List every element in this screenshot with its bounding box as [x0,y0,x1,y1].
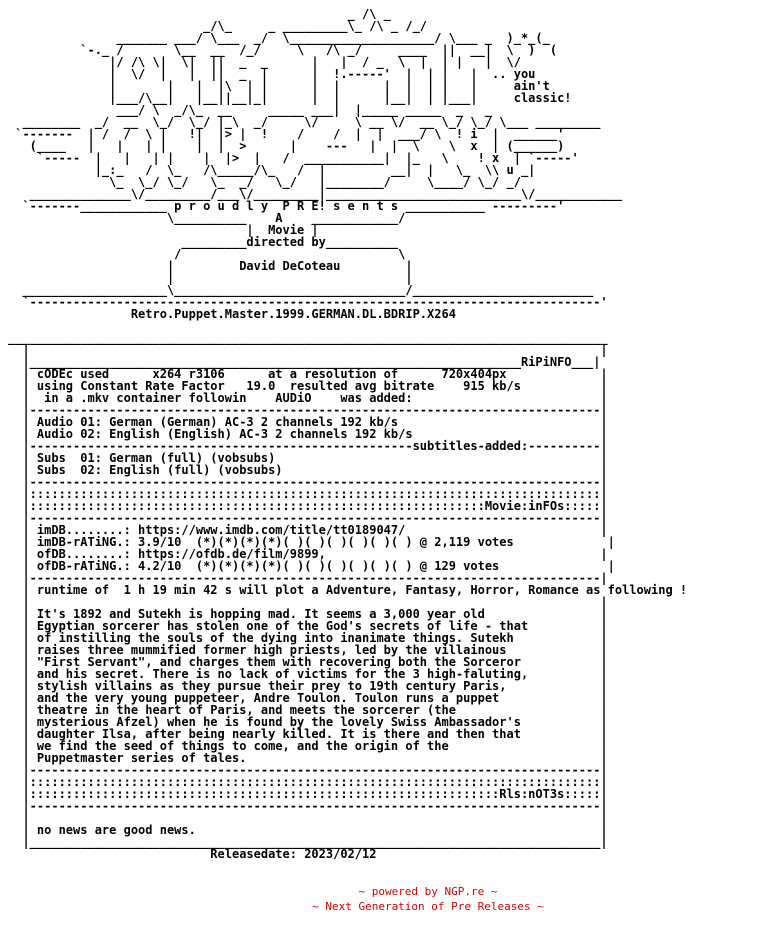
nfo-line: | Audio 01: German (German) AC-3 2 channels 192 kb/s | [8,415,608,429]
nfo-line: Retro.Puppet.Master.1999.GERMAN.DL.BDRIP.X264 [8,307,456,321]
nfo-line: |-------------------------------------------------------------------------------| [8,763,608,777]
nfo-line: \_ \_/ \_/ \_ _/ \_/ |________/ \____/ \_/ _/ [8,175,521,189]
nfo-line: | Egyptian sorcerer has stolen one of the God's secrets of life - that | [8,619,608,633]
nfo-line: | David DeCoteau | [8,259,413,273]
nfo-line: | It's 1892 and Sutekh is hopping mad. It seems a 3,000 year old | [8,607,608,621]
nfo-line: |-------------------------------------------------------------------------------| [8,475,608,489]
nfo-line: | imDB-rATiNG.: 3.9/10 (*)(*)(*)(*)( )( )( )( )( )( ) @ 2,119 votes | [8,535,615,549]
powered-by-link[interactable]: ~ powered by NGP.re ~ [358,885,498,898]
nfo-line: |-------------------------------------------------------------------------------| [8,571,608,585]
nfo-line: | in a .mkv container followin AUDiO was added: | [8,391,608,405]
nfo-line: | imDB........: https://www.imdb.com/title/tt0189047/ | [8,523,608,537]
nfo-line: | and his secret. There is no lack of victims for the 3 high-faluting, | [8,667,608,681]
nfo-line: | ofDB........: https://ofdb.de/film/9899, | [8,547,608,561]
nfo-line: `-------____________ p r o u d l y P R E! s e n t s ___________ ---------' [8,199,565,213]
nfo-line: |-------------------------------------------------------------------------------| [8,403,608,417]
nfo-line: | | [8,271,413,285]
nfo-line: ___________________________________________________________________________________ [8,331,608,345]
footer [0,884,768,914]
nfo-line: | Subs 01: German (full) (vobsubs) | [8,451,608,465]
nfo-text [8,8,687,860]
nfo-line: ____________________\________________________________/_________________________ [8,283,594,297]
nfo-line: | runtime of 1 h 19 min 42 s will plot a Adventure, Fantasy, Horror, Romance as following ! [8,583,688,597]
nfo-line: |:::::::::::::::::::::::::::::::::::::::::::::::::::::::::::::::::Rls:nOT3s:::::| [8,787,608,801]
nfo-line: | "First Servant", and charges them with recovering both the Sorceror | [8,655,608,669]
nfo-line: | using Constant Rate Factor 19.0 resulted avg bitrate 915 kb/s | [8,379,608,393]
nfo-line: `-------------------------------------------------------------------------------' [8,295,608,309]
ngp-tagline-link[interactable]: ~ Next Generation of Pre Releases ~ [312,900,544,913]
nfo-line: | stylish villains as they pursue their prey to 19th century Paris, | [8,679,608,693]
nfo-line: `-._ / \__ __ /_/ \ /\ _/ ____ || __| \ ) ( [8,43,558,57]
nfo-line: | no news are good news. | [8,823,608,837]
nfo-line: | we find the seed of things to come, and the origin of the | [8,739,608,753]
nfo-line: \__________ A ____________/ [8,211,406,225]
nfo-line: | mysterious Afzel) when he is found by the lovely Swiss Ambassador's | [8,715,608,729]
nfo-line: | Puppetmaster series of tales. | [8,751,608,765]
nfo-line: (____ | | | | | | > | --- | | \ \ x | (______) [8,139,565,153]
nfo-line: | Movie | [8,223,319,237]
nfo-line: Releasedate: 2023/02/12 [8,847,377,861]
nfo-line: | daughter Ilsa, after being nearly killed. It is there and then that | [8,727,608,741]
nfo-line: `----- | | | | | |> | / ___________| |_ \ ! x | `-----' [8,151,579,165]
nfo-line: | ofDB-rATiNG.: 4.2/10 (*)(*)(*)(*)( )( )( )( )( )( ) @ 129 votes | [8,559,615,573]
nfo-line: / \ [8,247,406,261]
nfo-line: |-------------------------------------------------------------------------------| [8,511,608,525]
nfo-line: `------- | / / \ | !| |> | ! / / | | ___/ \ ! i | ______' [8,127,565,141]
nfo-line: ___/ \ _/\_ __ _____ ___| |_____ _____ _ _ [8,103,493,117]
nfo-line: | | | |\ | | | | | | | | | ain't [8,79,550,93]
nfo-line: |:::::::::::::::::::::::::::::::::::::::::::::::::::::::::::::::Movie:inFOs:::::| [8,499,608,513]
nfo-line: |_:_ / \_ /\_____/\_ / | __| | \_ \\ u _| [8,163,536,177]
nfo-line: |/ /\ \| \| || _ _ | | / _ \ | | | | \/ [8,55,521,69]
nfo-line: _______ ___/ \___ _/ \____________________/ \___ _ )_*_(_ [8,31,550,45]
nfo-line: | | [8,811,608,825]
nfo-line: ________ _/ __ \_/ \_/ |_\ _/ \/ \ __ \/ __ \_/ \_/ \___ _________ [8,115,601,129]
nfo-line: | theatre in the heart of Paris, and meets the sorcerer (the | [8,703,608,717]
nfo-line: | \/ | | || _ | | !.-----' | | | | .. you [8,67,536,81]
nfo-line: |-------------------------------------------------------------------------------| [8,799,608,813]
nfo-line: | Subs 02: English (full) (vobsubs) | [8,463,608,477]
nfo-line: | and the very young puppeteer, Andre Toulon. Toulon runs a puppet | [8,691,608,705]
nfo-line: |:::::::::::::::::::::::::::::::::::::::::::::::::::::::::::::::::::::::::::::::| [8,487,608,501]
nfo-line: |____________________________________________________________________RiPiNFO___| [8,355,601,369]
nfo-line: _________directed by__________ [8,235,399,249]
nfo-line: |_______________________________________________________________________________| [8,835,608,849]
nfo-line: ______________\/_________/___\/_________|___________________________\/____________ [8,187,623,201]
nfo-line: |-----------------------------------------------------subtitles-added:----------| [8,439,608,453]
nfo-line: _/\_ _ _________\_ /\ _ /_/ [8,19,428,33]
nfo-line: |___/\__| |__||__|_| | | |__| | |___| classic! [8,91,572,105]
nfo-line: _ /\ _ [8,7,391,21]
nfo-line: | | [8,595,608,609]
nfo-line: | | [8,343,608,357]
nfo-line: | of instilling the souls of the dying into inanimate things. Sutekh | [8,631,608,645]
nfo-line: | raises three mummified former high priests, led by the villainous | [8,643,608,657]
nfo-line: |:::::::::::::::::::::::::::::::::::::::::::::::::::::::::::::::::::::::::::::::| [8,775,608,789]
nfo-line: | Audio 02: English (English) AC-3 2 channels 192 kb/s | [8,427,608,441]
nfo-line: | cODEc used x264 r3106 at a resolution of 720x404px | [8,367,608,381]
